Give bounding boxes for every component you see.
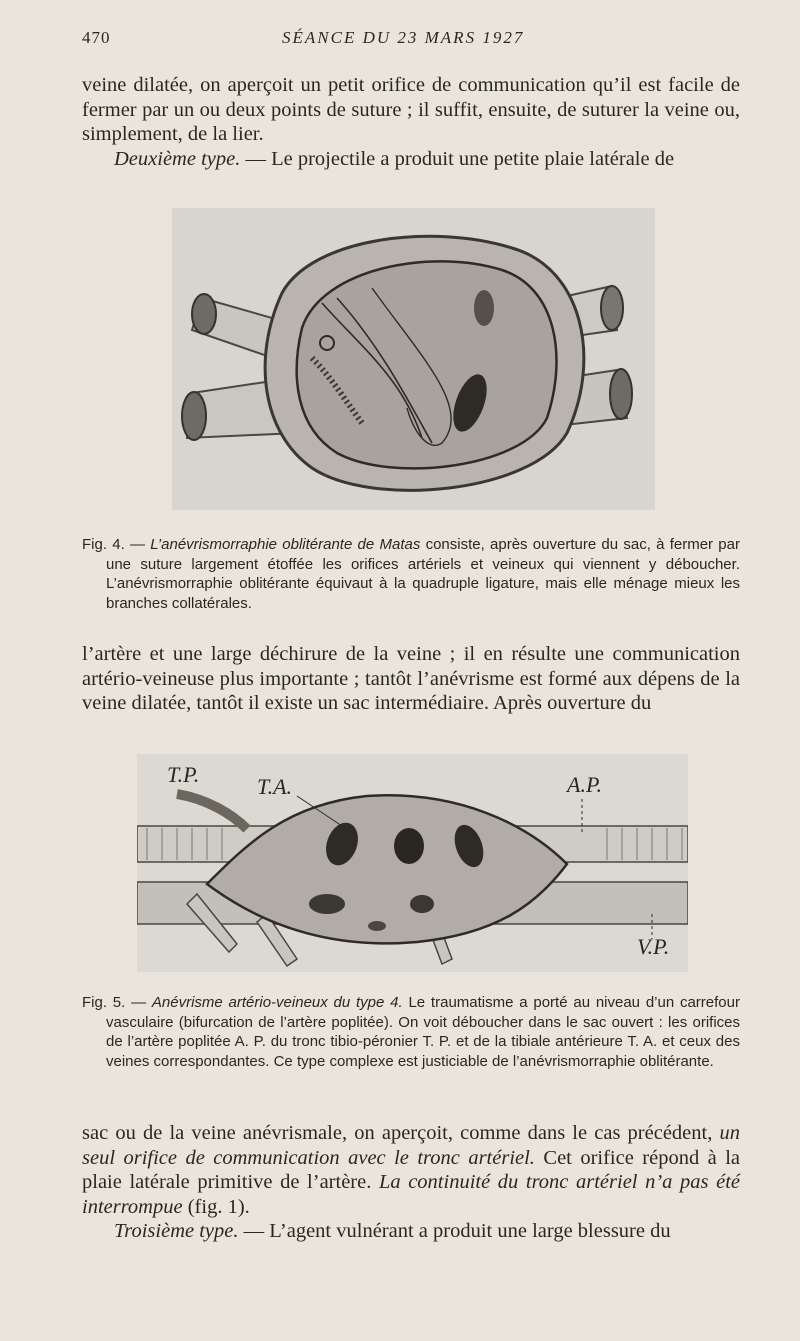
label-vp: V.P.	[637, 934, 670, 959]
figure-4-dash: —	[124, 536, 151, 553]
paragraph-3-text-a: sac ou de la veine anévrismale, on aperçoit, comme dans le cas précédent,	[82, 1122, 720, 1144]
paragraph-1	[82, 73, 740, 171]
paragraph-3	[82, 1121, 740, 1244]
figure-5-illustration	[137, 754, 688, 972]
paragraph-3-emphasis-2: La continuité du tronc artériel n’a pas été interrompue	[82, 1171, 740, 1218]
running-head	[82, 28, 742, 52]
page-number: 470	[82, 28, 111, 47]
label-tp: T.P.	[167, 762, 200, 787]
figure-4-caption	[82, 535, 740, 613]
paragraph-3-text-b: Cet orifice répond à la plaie latérale primitive de l’artère.	[82, 1146, 740, 1193]
figure-4-label: Fig. 4.	[82, 536, 125, 553]
figure-5-label: Fig. 5.	[82, 994, 126, 1011]
figure-5-title: Anévrisme artério-veineux du type 4.	[151, 994, 403, 1011]
paragraph-1-text: veine dilatée, on aperçoit un petit orifice de communication qu’il est facile de fermer par un ou deux points de suture ; il suffit, ensuite, de suturer la veine ou, simplement, de la lier.	[82, 74, 740, 145]
figure-4-title: L’anévrismorraphie oblitérante de Matas	[150, 536, 421, 553]
label-ap: A.P.	[567, 772, 603, 797]
third-type-heading: Troisième type.	[114, 1220, 239, 1242]
paragraph-3-text-c: (fig. 1).	[182, 1195, 250, 1218]
third-type-text: — L’agent vulnérant a produit une large blessure du	[238, 1220, 671, 1242]
figure-5-caption	[82, 993, 740, 1071]
figure-5-dash: —	[125, 994, 152, 1011]
paragraph-2	[82, 642, 740, 716]
figure-4-drawing	[172, 208, 655, 510]
figure-4-illustration	[172, 208, 655, 510]
paragraph-3-emphasis-1: un seul orifice de communication avec le tronc artériel.	[82, 1122, 740, 1169]
running-title: SÉANCE DU 23 MARS 1927	[282, 28, 525, 47]
figure-4-text: consiste, après ouverture du sac, à fermer par une suture largement étoffée les orifices artériels et veineux qui viennent y déboucher. L’anévrismorraphie oblitérante équivaut à la quadruple ligature, mais elle ménage mieux les branches collatérales.	[106, 536, 740, 612]
figure-5-text: Le traumatisme a porté au niveau d’un carrefour vasculaire (bifurcation de l’artère poplitée). On voit déboucher dans le sac ouvert : les orifices de l’artère poplitée A. P. du tronc tibio-péronier T. P. et de la tibiale antérieure T. A. et ceux des veines correspondantes. Ce type complexe est justiciable de l’anévrismorraphie oblitérante.	[106, 994, 740, 1070]
second-type-text: — Le projectile a produit une petite plaie latérale de	[240, 147, 675, 170]
paragraph-2-text: l’artère et une large déchirure de la veine ; il en résulte une communication artério-veineuse plus importante ; tantôt l’anévrisme est formé aux dépens de la veine dilatée, tantôt il existe un sac intermédiaire. Après ouverture du	[82, 643, 740, 714]
second-type-heading: Deuxième type.	[114, 147, 241, 170]
figure-5-drawing	[137, 754, 688, 972]
label-ta: T.A.	[257, 774, 293, 799]
